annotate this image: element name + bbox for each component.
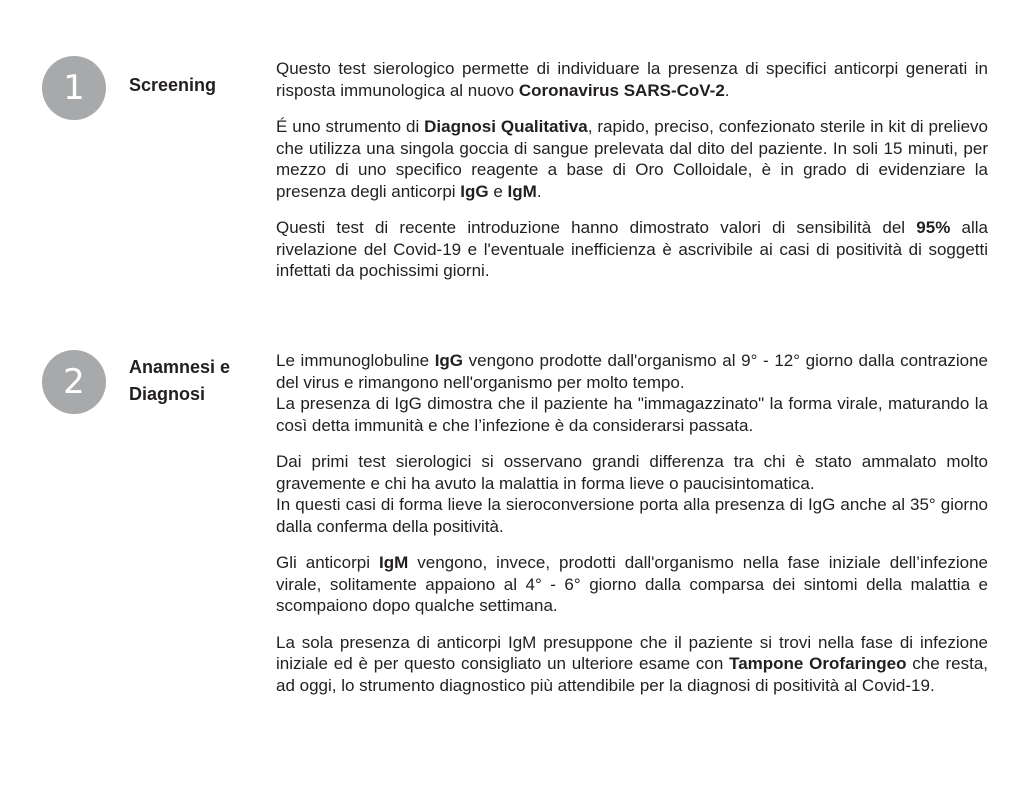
paragraph bbox=[276, 632, 988, 697]
text-run: che resta, ad oggi, lo strumento diagnostico più attendibile per la diagnosi di positività al Covid-19. bbox=[276, 654, 989, 695]
paragraph bbox=[276, 217, 988, 282]
text-run: In questi casi di forma lieve la sieroconversione porta alla presenza di IgG anche al 35° giorno dalla conferma della positività. bbox=[276, 495, 988, 536]
text-run: Questo test sierologico permette di individuare la presenza di specifici anticorpi generati in risposta immunologica al nuovo bbox=[276, 59, 988, 100]
text-run: . bbox=[724, 80, 730, 100]
paragraph bbox=[276, 116, 988, 202]
text-run: Le immunoglobuline bbox=[276, 351, 435, 370]
section-title: Anamnesi e Diagnosi bbox=[129, 357, 231, 404]
bold-text: IgM bbox=[507, 181, 537, 201]
bold-text: IgG bbox=[460, 181, 489, 201]
paragraph bbox=[276, 58, 988, 101]
bold-text: Tampone Orofaringeo bbox=[729, 654, 907, 673]
text-run: vengono, invece, prodotti dall'organismo nella fase iniziale dell’infezione virale, solitamente appaiono al 4° - 6° giorno dalla comparsa dei sintomi della malattia e scompaiono dopo qualche settimana. bbox=[276, 553, 988, 615]
text-run: alla rivelazione del Covid-19 e l'eventuale inefficienza è ascrivibile ai casi di positività di soggetti infettati da pochissimi giorni. bbox=[276, 218, 989, 280]
bold-text: Coronavirus SARS-CoV-2 bbox=[518, 80, 725, 100]
text-run: . bbox=[536, 181, 542, 201]
text-run: É uno strumento di bbox=[276, 117, 425, 136]
text-run: La sola presenza di anticorpi IgM presuppone che il paziente si trovi nella fase di infezione iniziale ed è per questo consigliato un ulteriore esame con bbox=[276, 632, 988, 673]
bold-text: IgG bbox=[434, 351, 464, 370]
step-number-badge: 1 bbox=[42, 56, 106, 120]
section-body bbox=[276, 58, 988, 297]
step-number-badge: 2 bbox=[42, 350, 106, 414]
text-run: e bbox=[488, 181, 508, 201]
bold-text: IgM bbox=[379, 553, 409, 572]
paragraph bbox=[276, 350, 988, 436]
text-run: vengono prodotte dall'organismo al 9° - 12° giorno dalla contrazione del virus e rimangono nell'organismo per molto tempo. bbox=[276, 351, 988, 392]
bold-text: Diagnosi Qualitativa bbox=[424, 117, 588, 136]
text-run: Questi test di recente introduzione hanno dimostrato valori di sensibilità del bbox=[276, 218, 917, 237]
section-title: Screening bbox=[129, 75, 217, 95]
text-run: , rapido, preciso, confezionato sterile in kit di prelievo che utilizza una singola goccia di sangue prelevata dal dito del paziente. In soli 15 minuti, per mezzo di uno specifico reagente a base di Oro Colloidale, è in grado di evidenziare la presenza degli anticorpi bbox=[276, 117, 988, 201]
text-run: Gli anticorpi bbox=[276, 553, 379, 572]
section-body bbox=[276, 350, 988, 711]
paragraph bbox=[276, 451, 988, 537]
text-run: La presenza di IgG dimostra che il paziente ha "immagazzinato" la forma virale, maturando la così detta immunità e che l’infezione è da considerarsi passata. bbox=[276, 394, 988, 435]
bold-text: 95% bbox=[916, 218, 951, 237]
text-run: Dai primi test sierologici si osservano grandi differenza tra chi è stato ammalato molto gravemente e chi ha avuto la malattia in forma lieve o paucisintomatica. bbox=[276, 452, 988, 493]
paragraph bbox=[276, 552, 988, 617]
